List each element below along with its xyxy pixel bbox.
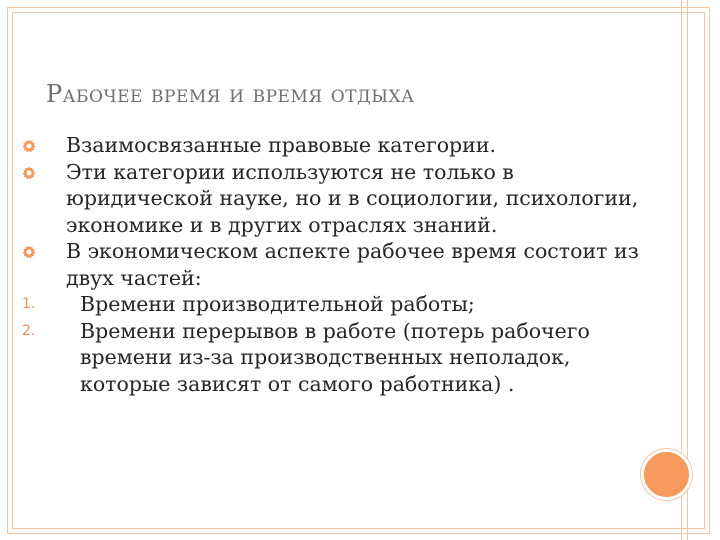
item-number: 2. bbox=[22, 322, 36, 339]
bullet-text: В экономическом аспекте рабочее время состоит из двух частей: bbox=[66, 239, 639, 290]
numbered-item bbox=[22, 291, 642, 318]
slide-title: Рабочее время и время отдыха bbox=[46, 80, 415, 108]
gear-icon bbox=[22, 245, 36, 259]
bullet-item bbox=[22, 159, 642, 239]
bullet-text: Взаимосвязанные правовые категории. bbox=[66, 133, 497, 157]
numbered-text: Времени перерывов в работе (потерь рабочего времени из-за производственных неполадок, которые зависят от самого работника) . bbox=[80, 318, 590, 396]
bullet-item bbox=[22, 132, 642, 159]
gear-icon bbox=[22, 139, 36, 153]
numbered-item bbox=[22, 318, 642, 398]
item-number: 1. bbox=[22, 296, 36, 312]
slide-content bbox=[22, 132, 642, 397]
gear-icon bbox=[22, 166, 36, 180]
bullet-text: Эти категории используются не только в юридической науке, но и в социологии, психологии, экономике и в других отраслях знаний. bbox=[66, 159, 639, 237]
numbered-text: Времени производительной работы; bbox=[80, 292, 475, 316]
decorative-circle bbox=[641, 449, 692, 500]
bullet-item bbox=[22, 238, 642, 291]
